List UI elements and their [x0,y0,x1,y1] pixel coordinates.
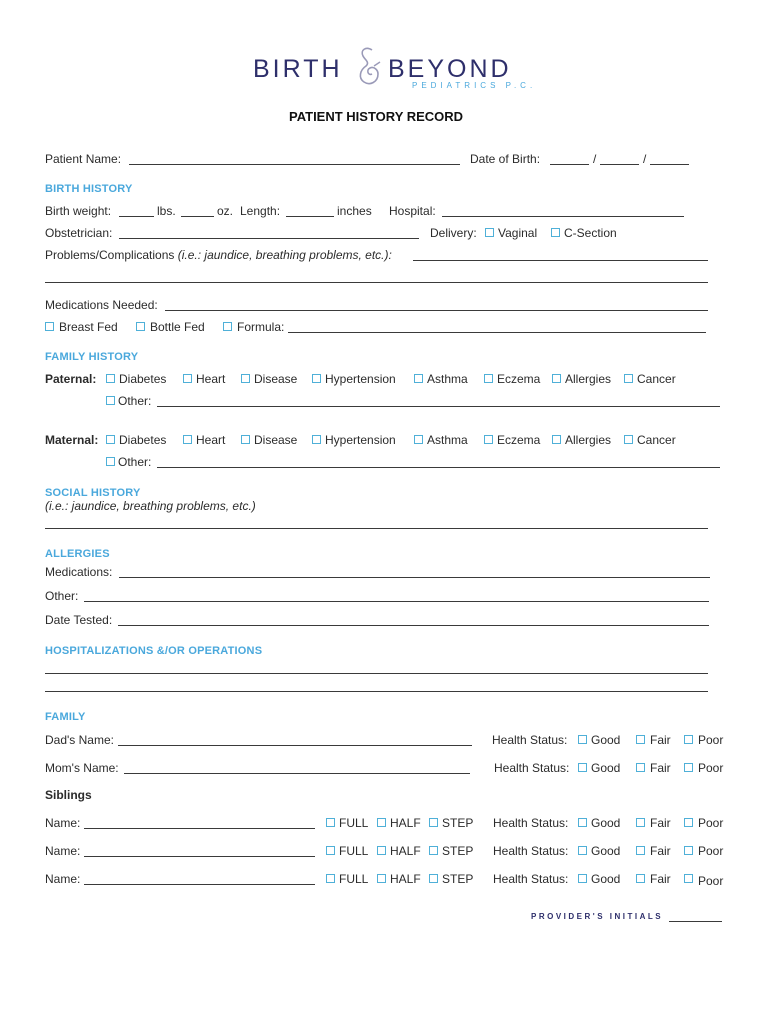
medications-needed-field[interactable] [165,310,708,311]
paternal-cancer-checkbox[interactable] [624,374,633,383]
bottle-fed-checkbox[interactable] [136,322,145,331]
bottle-fed-label: Bottle Fed [150,320,205,334]
hospital-field[interactable] [442,216,684,217]
sibling-step-checkbox[interactable] [429,874,438,883]
formula-field[interactable] [288,332,706,333]
sibling-fair-checkbox[interactable] [636,846,645,855]
date-tested-field[interactable] [118,625,709,626]
sibling-half-checkbox[interactable] [377,874,386,883]
problems-field[interactable] [413,260,708,261]
family-history-heading: FAMILY HISTORY [45,351,139,363]
dob-label: Date of Birth: [470,152,541,166]
sibling-half-checkbox[interactable] [377,818,386,827]
dob-month-field[interactable] [550,164,589,165]
sibling-fair-checkbox[interactable] [636,874,645,883]
mom-good-label: Good [591,761,621,775]
maternal-hypertension-label: Hypertension [325,433,396,447]
dad-poor-label: Poor [698,733,724,747]
maternal-other-field[interactable] [157,467,720,468]
logo-birth: BIRTH [253,55,343,83]
social-history-field[interactable] [45,528,708,529]
sibling-full-label: FULL [339,816,369,830]
paternal-disease-label: Disease [254,372,298,386]
allergies-heading: ALLERGIES [45,548,110,560]
sibling-good-label: Good [591,844,621,858]
paternal-disease-checkbox[interactable] [241,374,250,383]
paternal-heart-label: Heart [196,372,226,386]
sibling-name-field[interactable] [84,884,315,885]
maternal-hypertension-checkbox[interactable] [312,435,321,444]
mom-poor-label: Poor [698,761,724,775]
maternal-asthma-checkbox[interactable] [414,435,423,444]
maternal-heart-label: Heart [196,433,226,447]
formula-checkbox[interactable] [223,322,232,331]
social-history-heading: SOCIAL HISTORY [45,487,141,499]
sibling-name-field[interactable] [84,828,315,829]
hospital-label: Hospital: [389,204,436,218]
dad-good-checkbox[interactable] [578,735,587,744]
moms-name-label: Mom's Name: [45,761,119,775]
maternal-other-label: Other: [118,455,152,469]
paternal-asthma-checkbox[interactable] [414,374,423,383]
birth-weight-label: Birth weight: [45,204,112,218]
sibling-health-status-label: Health Status: [493,844,569,858]
paternal-other-checkbox[interactable] [106,396,115,405]
paternal-hypertension-checkbox[interactable] [312,374,321,383]
sibling-poor-checkbox[interactable] [684,818,693,827]
sibling-name-field[interactable] [84,856,315,857]
maternal-allergies-label: Allergies [565,433,612,447]
vaginal-checkbox[interactable] [485,228,494,237]
paternal-other-label: Other: [118,394,152,408]
page-title: PATIENT HISTORY RECORD [289,109,464,124]
allergies-medications-label: Medications: [45,565,113,579]
mom-health-status-label: Health Status: [494,761,570,775]
paternal-eczema-checkbox[interactable] [484,374,493,383]
problems-label [45,248,392,262]
maternal-disease-label: Disease [254,433,298,447]
lbs-label: lbs. [157,204,176,218]
sibling-fair-checkbox[interactable] [636,818,645,827]
dob-day-field[interactable] [600,164,639,165]
sibling-good-label: Good [591,872,621,886]
sibling-good-checkbox[interactable] [578,846,587,855]
paternal-heart-checkbox[interactable] [183,374,192,383]
allergies-other-label: Other: [45,589,79,603]
paternal-allergies-checkbox[interactable] [552,374,561,383]
problems-text: Problems/Complications [45,248,175,262]
family-heading: FAMILY [45,711,86,723]
c-section-checkbox[interactable] [551,228,560,237]
maternal-disease-checkbox[interactable] [241,435,250,444]
sibling-poor-label: Poor [698,844,724,858]
sibling-step-label: STEP [442,816,474,830]
dad-poor-checkbox[interactable] [684,735,693,744]
maternal-heart-checkbox[interactable] [183,435,192,444]
moms-name-field[interactable] [124,773,470,774]
dob-year-field[interactable] [650,164,689,165]
paternal-diabetes-checkbox[interactable] [106,374,115,383]
sibling-fair-label: Fair [650,816,671,830]
sibling-fair-label: Fair [650,872,671,886]
maternal-other-checkbox[interactable] [106,457,115,466]
oz-label: oz. [217,204,234,218]
breast-fed-checkbox[interactable] [45,322,54,331]
sibling-half-label: HALF [390,816,421,830]
sibling-health-status-label: Health Status: [493,872,569,886]
dads-name-field[interactable] [118,745,472,746]
maternal-allergies-checkbox[interactable] [552,435,561,444]
formula-label: Formula: [237,320,285,334]
allergies-other-field[interactable] [84,601,709,602]
mom-good-checkbox[interactable] [578,763,587,772]
patient-name-field[interactable] [129,164,460,165]
sibling-poor-checkbox[interactable] [684,846,693,855]
sibling-full-checkbox[interactable] [326,874,335,883]
paternal-asthma-label: Asthma [427,372,468,386]
sibling-name-label: Name: [45,844,81,858]
logo-beyond: BEYOND [388,55,512,83]
hospitalizations-field-1[interactable] [45,673,708,674]
sibling-good-checkbox[interactable] [578,874,587,883]
sibling-step-label: STEP [442,872,474,886]
problems-field-2[interactable] [45,282,708,283]
logo-subtitle: PEDIATRICS P.C. [412,81,537,90]
inches-label: inches [337,204,372,218]
dad-health-status-label: Health Status: [492,733,568,747]
obstetrician-field[interactable] [119,238,419,239]
patient-name-label: Patient Name: [45,152,122,166]
sibling-poor-label: Poor [698,816,724,830]
maternal-cancer-checkbox[interactable] [624,435,633,444]
sibling-name-label: Name: [45,872,81,886]
paternal-allergies-label: Allergies [565,372,612,386]
paternal-cancer-label: Cancer [637,372,676,386]
maternal-cancer-label: Cancer [637,433,676,447]
sibling-step-checkbox[interactable] [429,818,438,827]
paternal-eczema-label: Eczema [497,372,541,386]
paternal-label: Paternal: [45,372,97,386]
mom-fair-checkbox[interactable] [636,763,645,772]
date-tested-label: Date Tested: [45,613,113,627]
breast-fed-label: Breast Fed [59,320,118,334]
obstetrician-label: Obstetrician: [45,226,113,240]
hospitalizations-heading: HOSPITALIZATIONS &/OR OPERATIONS [45,645,263,657]
sibling-step-label: STEP [442,844,474,858]
dob-slash: / [593,152,597,166]
dad-good-label: Good [591,733,621,747]
hospitalizations-field-2[interactable] [45,691,708,692]
birth-history-heading: BIRTH HISTORY [45,183,133,195]
delivery-label: Delivery: [430,226,477,240]
sibling-name-label: Name: [45,816,81,830]
dad-fair-label: Fair [650,733,671,747]
ampersand-logo-icon [352,44,384,88]
sibling-half-label: HALF [390,844,421,858]
sibling-poor-label: Poor [698,874,724,888]
providers-initials-field[interactable] [669,921,722,922]
birth-weight-lbs-field[interactable] [119,216,154,217]
maternal-eczema-checkbox[interactable] [484,435,493,444]
paternal-diabetes-label: Diabetes [119,372,167,386]
sibling-full-label: FULL [339,872,369,886]
providers-initials-label: PROVIDER'S INITIALS [531,912,664,921]
sibling-good-checkbox[interactable] [578,818,587,827]
social-history-hint: (i.e.: jaundice, breathing problems, etc.) [45,499,256,513]
sibling-fair-label: Fair [650,844,671,858]
mom-poor-checkbox[interactable] [684,763,693,772]
sibling-health-status-label: Health Status: [493,816,569,830]
medications-needed-label: Medications Needed: [45,298,158,312]
sibling-step-checkbox[interactable] [429,846,438,855]
sibling-full-label: FULL [339,844,369,858]
sibling-good-label: Good [591,816,621,830]
length-field[interactable] [286,216,334,217]
dads-name-label: Dad's Name: [45,733,114,747]
maternal-eczema-label: Eczema [497,433,541,447]
problems-hint: (i.e.: jaundice, breathing problems, etc.): [177,248,392,262]
paternal-hypertension-label: Hypertension [325,372,396,386]
sibling-half-label: HALF [390,872,421,886]
birth-weight-oz-field[interactable] [181,216,214,217]
vaginal-label: Vaginal [498,226,538,240]
allergies-medications-field[interactable] [119,577,710,578]
maternal-diabetes-label: Diabetes [119,433,167,447]
sibling-full-checkbox[interactable] [326,846,335,855]
sibling-poor-checkbox[interactable] [684,874,693,883]
sibling-half-checkbox[interactable] [377,846,386,855]
maternal-diabetes-checkbox[interactable] [106,435,115,444]
maternal-label: Maternal: [45,433,99,447]
length-label: Length: [240,204,281,218]
dad-fair-checkbox[interactable] [636,735,645,744]
siblings-label: Siblings [45,788,92,802]
maternal-asthma-label: Asthma [427,433,468,447]
sibling-full-checkbox[interactable] [326,818,335,827]
dob-slash: / [643,152,647,166]
paternal-other-field[interactable] [157,406,720,407]
c-section-label: C-Section [564,226,617,240]
mom-fair-label: Fair [650,761,671,775]
